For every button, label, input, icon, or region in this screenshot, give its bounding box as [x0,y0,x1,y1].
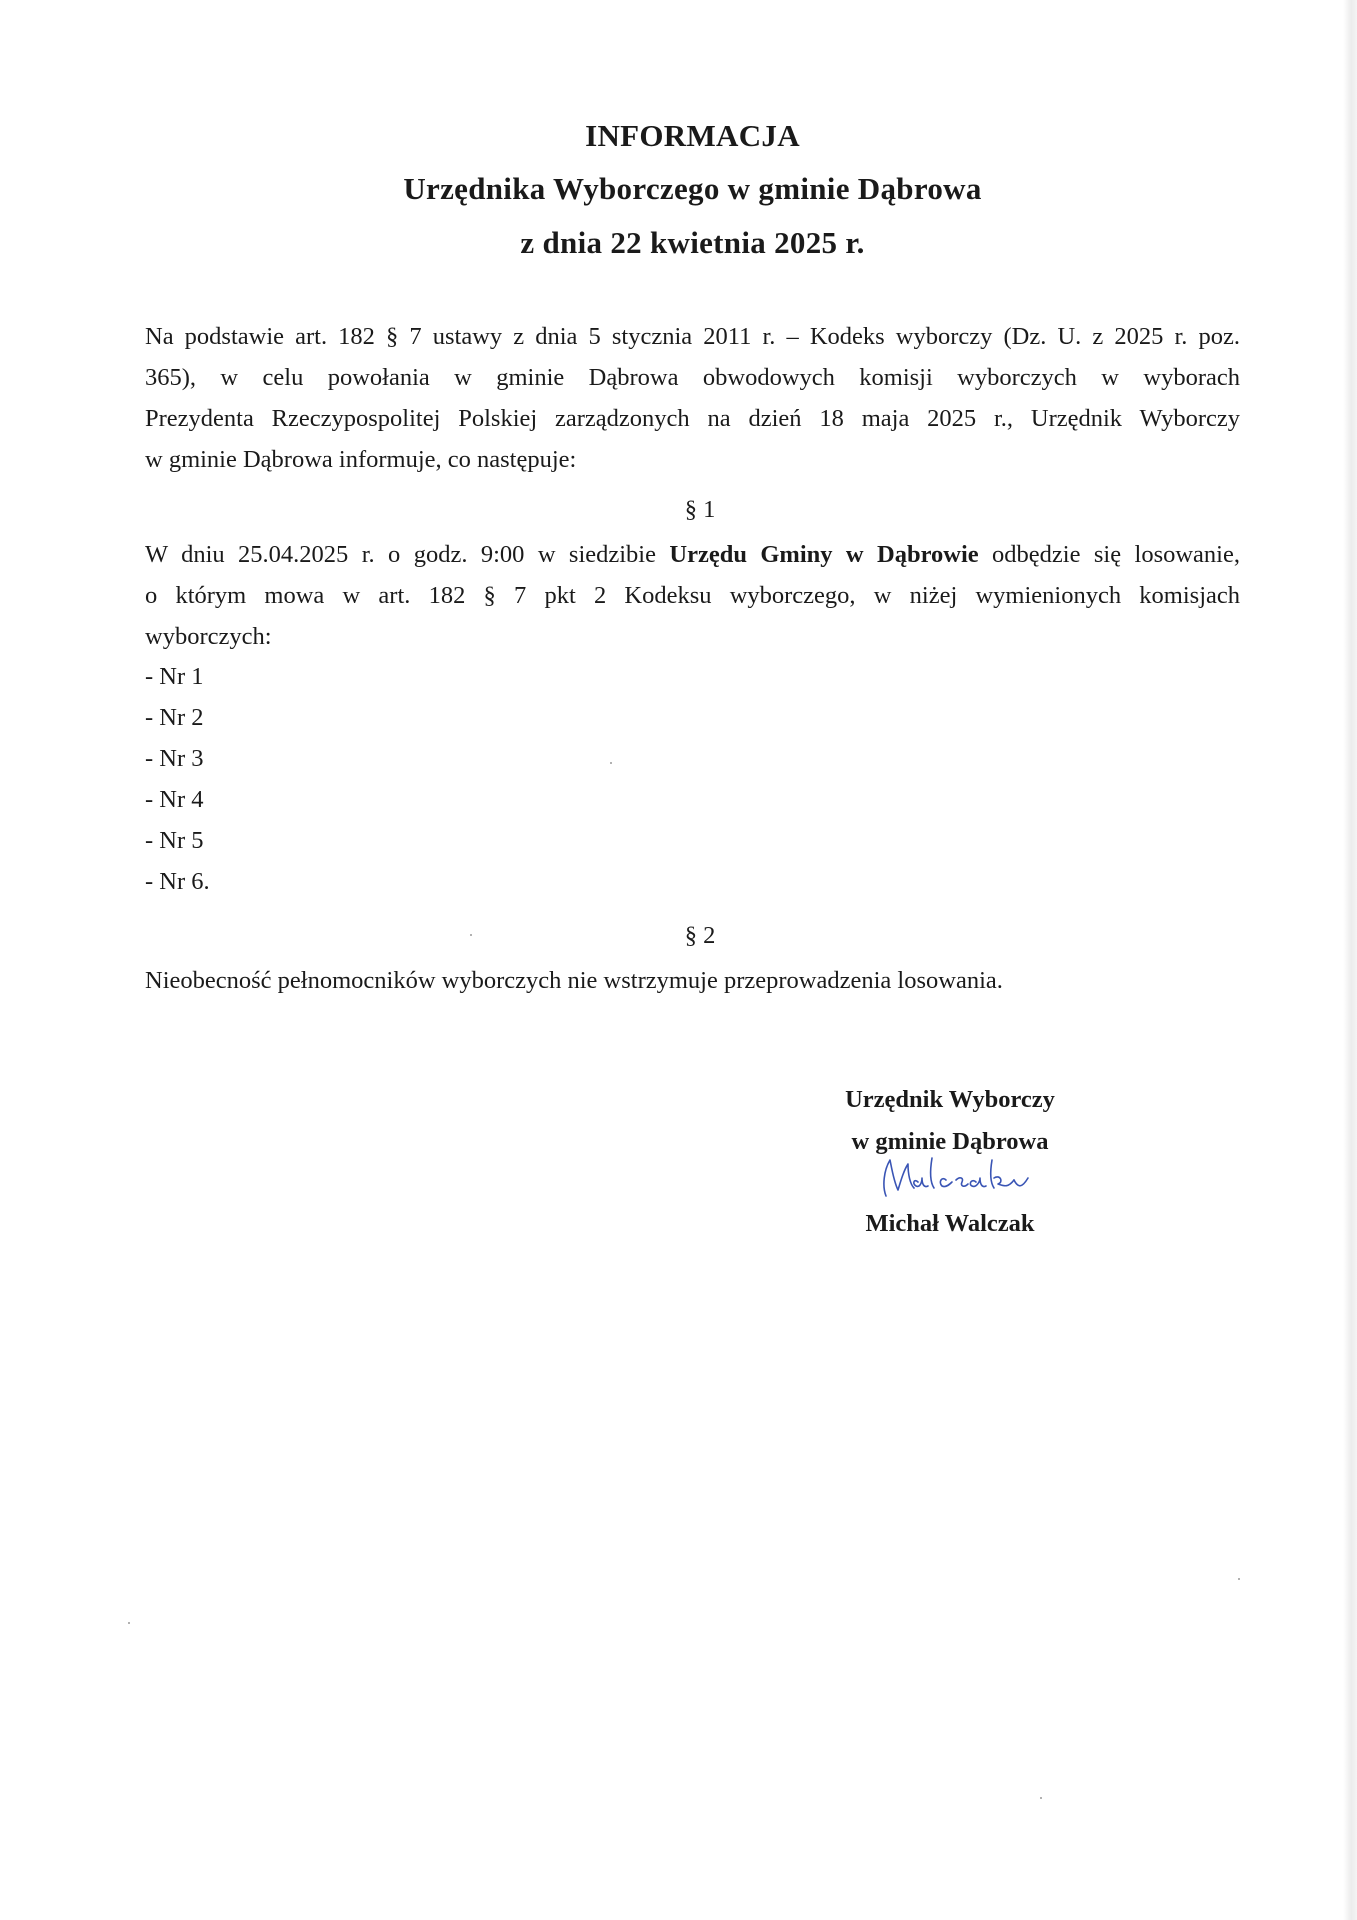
signature-role-line-1: Urzędnik Wyborczy [845,1086,1055,1113]
section-2-mark: § 2 [684,922,716,949]
list-item: - Nr 6. [145,868,210,895]
document-subtitle: Urzędnika Wyborczego w gminie Dąbrowa [403,171,982,206]
section-1-paragraph [145,534,1240,657]
commission-list [145,656,210,902]
signature-role-line-2: w gminie Dąbrowa [851,1128,1049,1155]
list-item: - Nr 2 [145,704,204,731]
section-1-line-2: o którym mowa w art. 182 § 7 pkt 2 Kodeksu wyborczego, w niżej wymienionych komisjach [145,582,1240,609]
scan-speck [1238,1578,1240,1580]
section-1-text-before: W dniu 25.04.2025 r. o godz. 9:00 w siedzibie [145,541,670,568]
section-2-paragraph: Nieobecność pełnomocników wyborczych nie wstrzymuje przeprowadzenia losowania. [145,967,1003,994]
section-1-mark: § 1 [684,496,716,523]
document-title: INFORMACJA [585,118,800,153]
scan-speck [128,1622,130,1624]
document-date: z dnia 22 kwietnia 2025 r. [520,225,865,260]
intro-line-3: Prezydenta Rzeczypospolitej Polskiej zarządzonych na dzień 18 maja 2025 r., Urzędnik Wyborczy [145,405,1240,432]
section-1-place: Urzędu Gminy w Dąbrowie [669,541,979,568]
scan-speck [1040,1797,1042,1799]
intro-line-4: w gminie Dąbrowa informuje, co następuje: [145,446,577,473]
list-item: - Nr 1 [145,663,204,690]
scan-edge [1343,0,1357,1920]
handwritten-signature [868,1148,1048,1208]
intro-line-2: 365), w celu powołania w gminie Dąbrowa obwodowych komisji wyborczych w wyborach [145,364,1240,391]
signatory-name: Michał Walczak [865,1210,1035,1237]
section-1-line-3: wyborczych: [145,623,272,650]
scan-speck [610,762,612,764]
list-item: - Nr 3 [145,745,204,772]
list-item: - Nr 4 [145,786,204,813]
section-1-text-after: odbędzie się losowanie, [978,541,1240,568]
section-1-line-1 [145,534,1240,575]
scan-speck [470,934,472,936]
list-item: - Nr 5 [145,827,204,854]
intro-paragraph [145,316,1240,480]
intro-line-1: Na podstawie art. 182 § 7 ustawy z dnia 5 stycznia 2011 r. – Kodeks wyborczy (Dz. U. z 2025 r. poz. [145,323,1240,350]
